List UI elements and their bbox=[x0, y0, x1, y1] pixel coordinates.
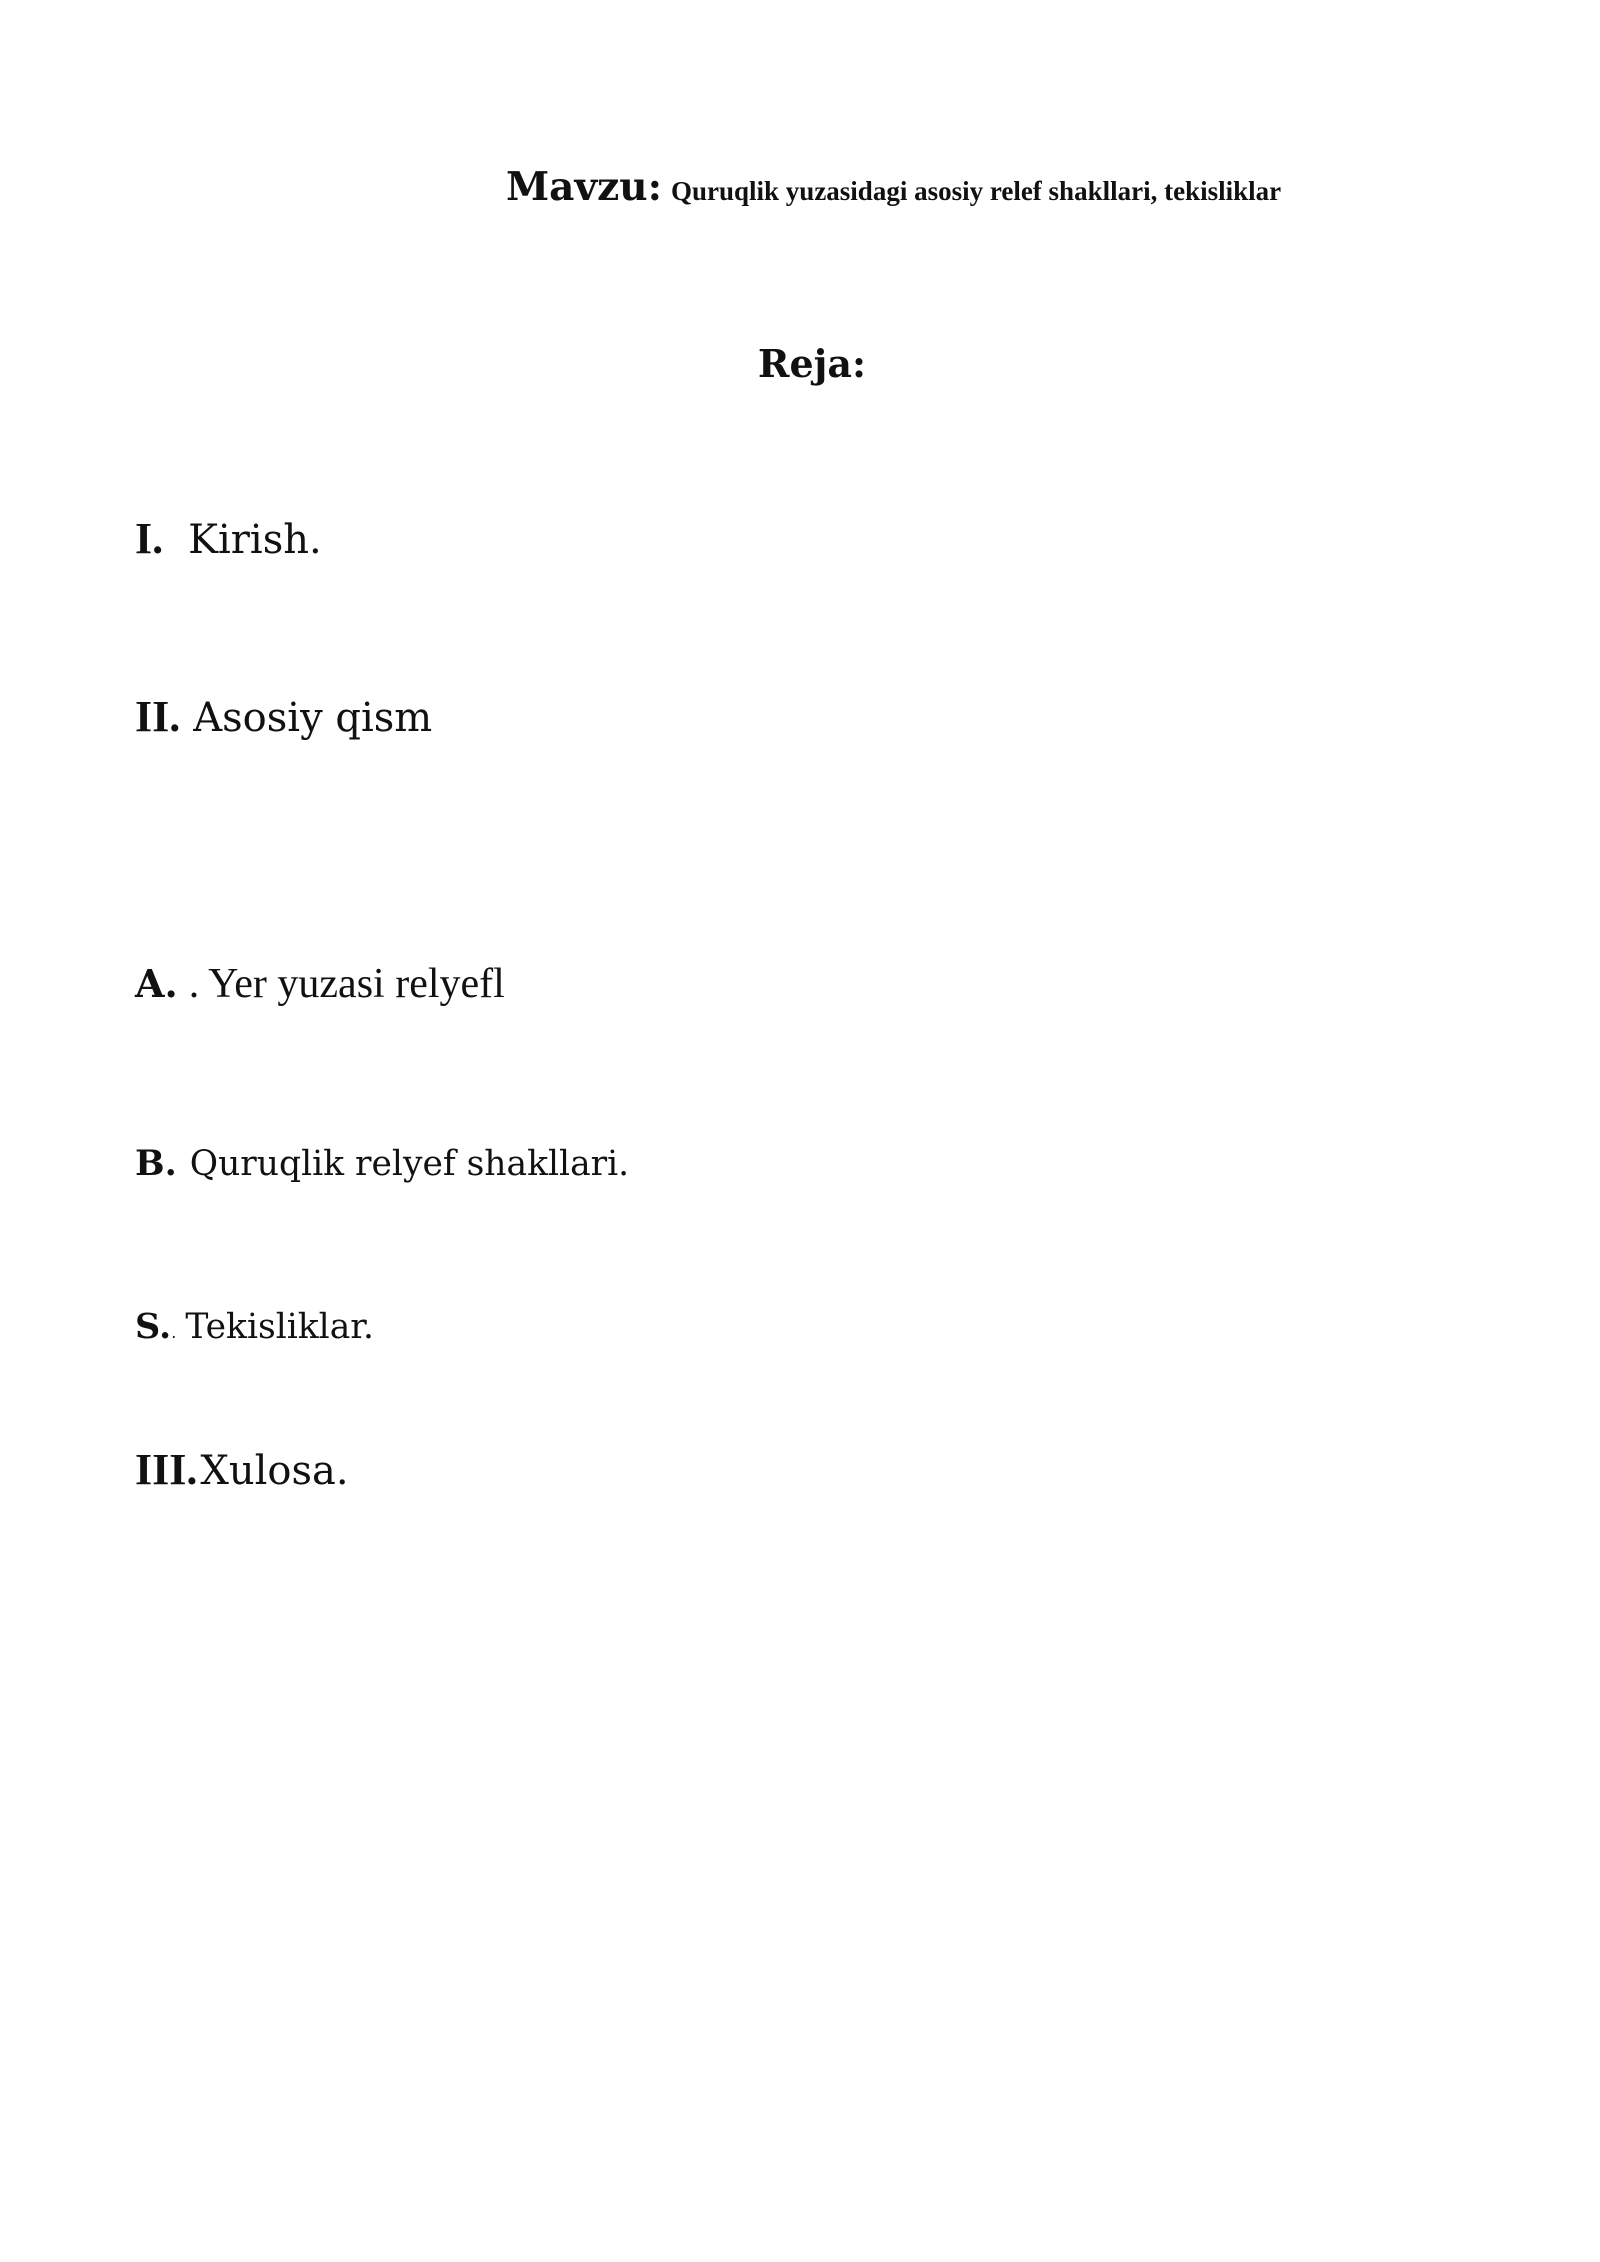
topic-heading bbox=[506, 164, 1282, 210]
plan-item-marker: B. bbox=[135, 1143, 177, 1184]
plan-item-text: Asosiy qism bbox=[193, 695, 433, 741]
topic-label: Mavzu: bbox=[506, 164, 662, 210]
plan-item-marker: I. bbox=[135, 514, 164, 563]
plan-item-text: . Yer yuzasi relyefl bbox=[188, 961, 505, 1007]
plan-subitem-a bbox=[135, 963, 505, 1005]
plan-item-marker-suffix: . bbox=[171, 1323, 177, 1342]
topic-title: Quruqlik yuzasidagi asosiy relef shakllari, tekisliklar bbox=[671, 176, 1282, 206]
plan-subitem-b bbox=[135, 1143, 630, 1184]
plan-item-introduction bbox=[135, 514, 322, 563]
plan-item-conclusion bbox=[135, 1445, 349, 1494]
plan-item-text: Quruqlik relyef shakllari. bbox=[189, 1144, 630, 1184]
plan-item-text: Kirish. bbox=[188, 517, 322, 563]
plan-item-marker: A. bbox=[135, 961, 178, 1006]
plan-title: Reja: bbox=[757, 341, 867, 386]
plan-item-marker: II. bbox=[135, 692, 181, 741]
plan-item-marker: S. bbox=[135, 1306, 172, 1347]
plan-item-text: Tekisliklar. bbox=[185, 1307, 374, 1347]
plan-subitem-s bbox=[135, 1306, 374, 1347]
plan-item-main-part bbox=[135, 692, 433, 741]
plan-heading bbox=[712, 341, 912, 386]
plan-item-marker: III. bbox=[135, 1445, 198, 1494]
plan-item-text: Xulosa. bbox=[200, 1448, 349, 1494]
